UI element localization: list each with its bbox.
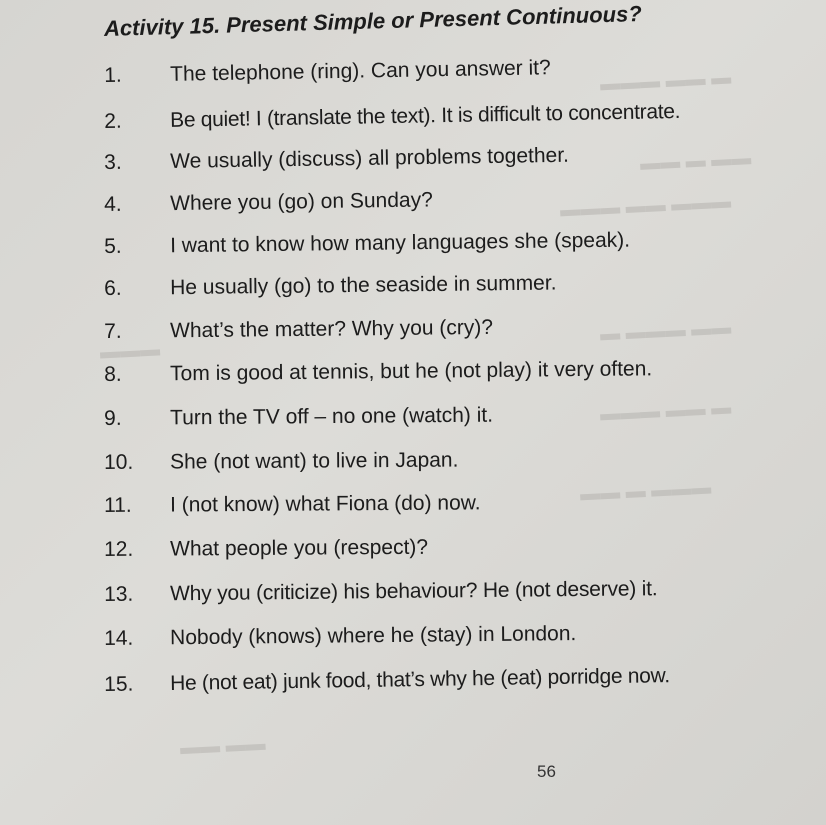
item-text: I want to know how many languages she (speak).	[169, 228, 631, 258]
item-number: 5.	[104, 234, 122, 258]
item-number: 7.	[104, 319, 122, 343]
item-number: 8.	[104, 362, 122, 386]
bleed-through-decoration: ▬▬▬	[99, 338, 161, 364]
item-text: Tom is good at tennis, but he (not play) it very often.	[169, 357, 653, 386]
bleed-through-decoration: ▬ ▬▬ ▬▬▬	[599, 396, 732, 426]
item-number: 13.	[104, 582, 134, 606]
bleed-through-decoration: ▬▬▬ ▬▬ ▬▬▬	[559, 190, 732, 222]
item-number: 6.	[104, 276, 122, 300]
bleed-through-decoration: ▬▬ ▬▬▬ ▬	[599, 316, 732, 346]
item-text: What’s the matter? Why you (cry)?	[169, 315, 494, 343]
item-number: 15.	[104, 672, 134, 696]
item-text: I (not know) what Fiona (do) now.	[169, 491, 481, 517]
item-number: 3.	[104, 150, 122, 174]
item-text: The telephone (ring). Can you answer it?	[169, 56, 551, 86]
item-text: He usually (go) to the seaside in summer.	[169, 271, 557, 300]
item-number: 12.	[104, 537, 134, 561]
item-number: 9.	[104, 406, 122, 430]
item-text: We usually (discuss) all problems together.	[169, 143, 570, 173]
item-text: Nobody (knows) where he (stay) in London.	[169, 622, 577, 650]
item-text: Where you (go) on Sunday?	[169, 188, 433, 216]
item-text: Be quiet! I (translate the text). It is difficult to concentrate.	[169, 99, 681, 132]
item-text: He (not eat) junk food, that’s why he (eat) porridge now.	[169, 664, 670, 695]
item-number: 10.	[104, 450, 134, 474]
item-text: What people you (respect)?	[169, 535, 429, 561]
bleed-through-decoration: ▬▬▬ ▬ ▬▬	[579, 476, 712, 506]
item-number: 1.	[104, 63, 122, 87]
item-text: Why you (criticize) his behaviour? He (not deserve) it.	[169, 577, 658, 606]
activity-title: Activity 15. Present Simple or Present Continuous?	[103, 0, 643, 41]
bleed-through-decoration: ▬ ▬▬ ▬▬▬	[599, 66, 732, 96]
item-text: Turn the TV off – no one (watch) it.	[169, 403, 494, 430]
item-number: 11.	[104, 493, 132, 517]
item-number: 14.	[104, 626, 134, 650]
item-number: 2.	[104, 109, 122, 133]
page-number: 56	[537, 762, 556, 781]
item-text: She (not want) to live in Japan.	[169, 448, 459, 474]
bleed-through-decoration: ▬▬ ▬ ▬▬	[639, 147, 752, 175]
bleed-through-decoration: ▬▬ ▬▬	[179, 732, 267, 760]
item-number: 4.	[104, 192, 122, 216]
